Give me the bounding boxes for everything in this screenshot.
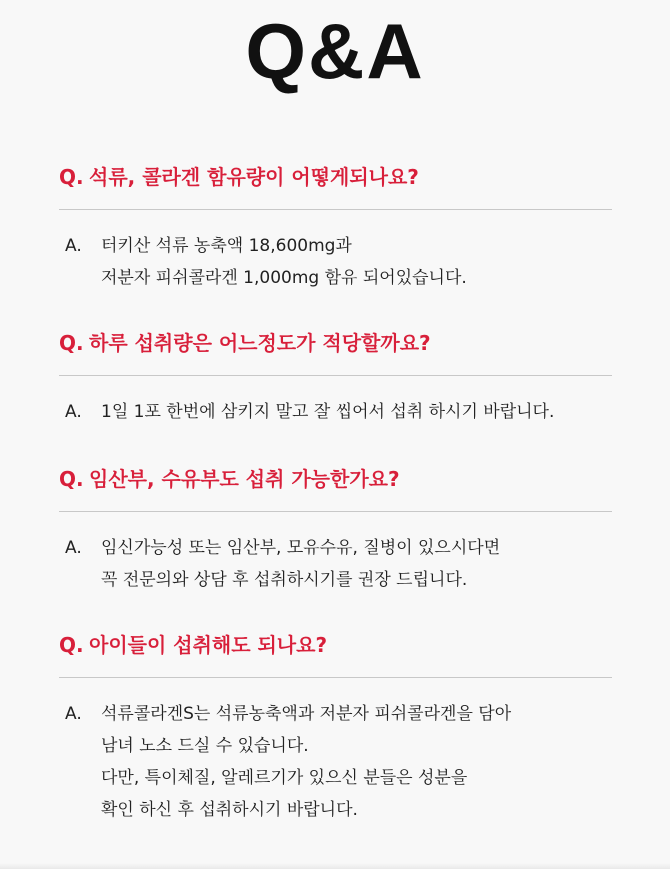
question-text: 임산부, 수유부도 섭취 가능한가요? bbox=[89, 467, 400, 491]
divider bbox=[59, 677, 612, 678]
answer-mark: A. bbox=[65, 402, 82, 422]
answer-mark: A. bbox=[65, 538, 82, 558]
question-mark: Q. bbox=[59, 633, 84, 657]
qa-item bbox=[59, 631, 612, 826]
qa-item bbox=[59, 329, 612, 428]
qa-item bbox=[59, 465, 612, 596]
qa-item bbox=[59, 163, 612, 294]
bottom-edge bbox=[0, 863, 670, 869]
divider bbox=[59, 209, 612, 210]
answer bbox=[59, 532, 612, 596]
question bbox=[59, 465, 612, 493]
question-text: 아이들이 섭취해도 되나요? bbox=[89, 633, 328, 657]
divider bbox=[59, 511, 612, 512]
question bbox=[59, 631, 612, 659]
answer-mark: A. bbox=[65, 236, 82, 256]
answer-line: 1일 1포 한번에 삼키지 말고 잘 씹어서 섭취 하시기 바랍니다. bbox=[101, 402, 555, 422]
answer-line: 석류콜라겐S는 석류농축액과 저분자 피쉬콜라겐을 담아 bbox=[101, 704, 512, 724]
answer bbox=[59, 698, 612, 826]
answer-line: 남녀 노소 드실 수 있습니다. bbox=[101, 736, 309, 756]
question-mark: Q. bbox=[59, 165, 84, 189]
answer bbox=[59, 396, 612, 428]
answer-line: 꼭 전문의와 상담 후 섭취하시기를 권장 드립니다. bbox=[101, 570, 468, 590]
question-text: 하루 섭취량은 어느정도가 적당할까요? bbox=[89, 331, 431, 355]
answer-mark: A. bbox=[65, 704, 82, 724]
question bbox=[59, 329, 612, 357]
question bbox=[59, 163, 612, 191]
question-mark: Q. bbox=[59, 331, 84, 355]
answer-line: 임신가능성 또는 임산부, 모유수유, 질병이 있으시다면 bbox=[101, 538, 501, 558]
answer-line: 다만, 특이체질, 알레르기가 있으신 분들은 성분을 bbox=[101, 768, 468, 788]
page-title: Q&A bbox=[245, 7, 425, 95]
answer bbox=[59, 230, 612, 294]
question-text: 석류, 콜라겐 함유량이 어떻게되나요? bbox=[89, 165, 419, 189]
answer-line: 저분자 피쉬콜라겐 1,000mg 함유 되어있습니다. bbox=[101, 268, 467, 288]
divider bbox=[59, 375, 612, 376]
answer-line: 터키산 석류 농축액 18,600mg과 bbox=[101, 236, 352, 256]
answer-line: 확인 하신 후 섭취하시기 바랍니다. bbox=[101, 800, 358, 820]
question-mark: Q. bbox=[59, 467, 84, 491]
